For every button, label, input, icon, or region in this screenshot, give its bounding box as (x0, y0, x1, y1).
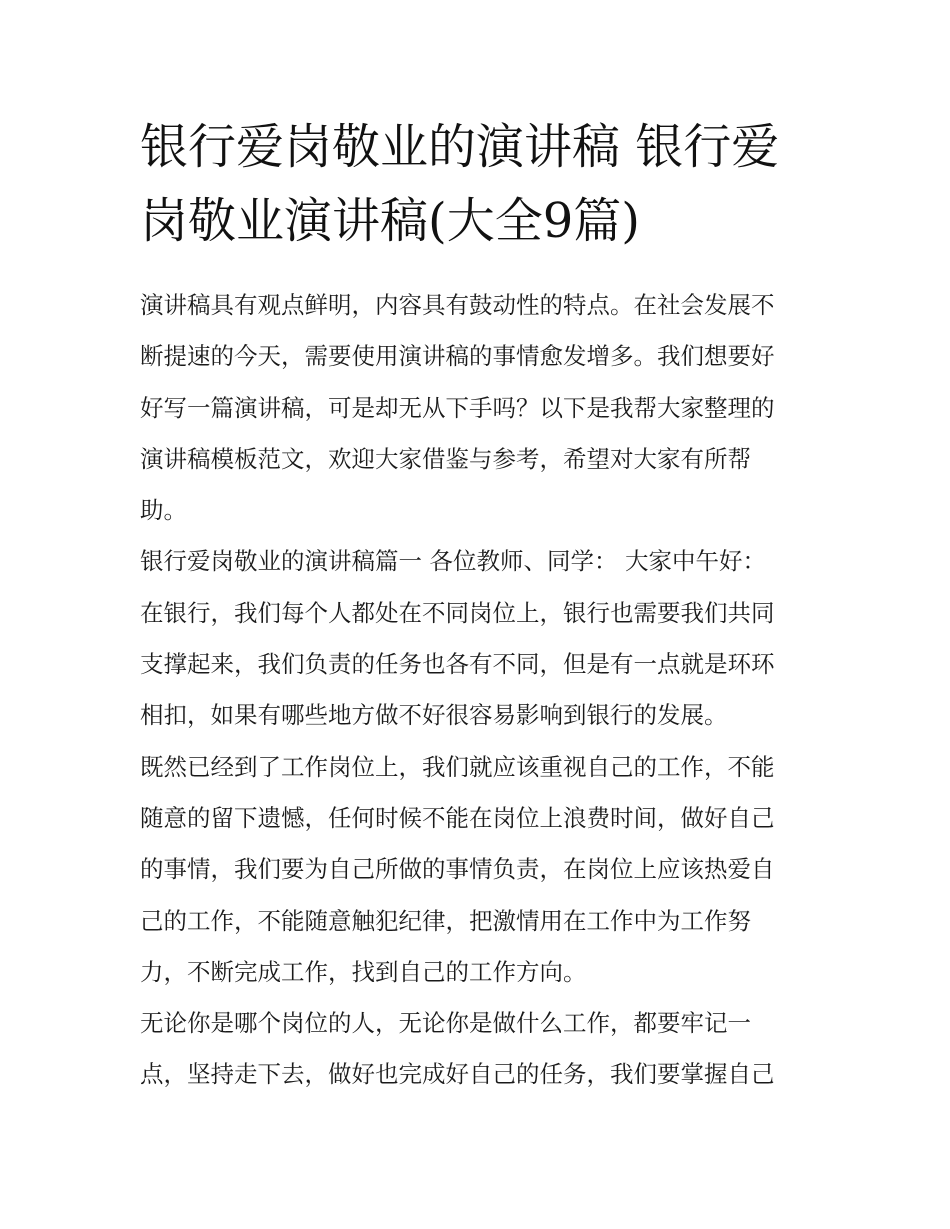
text-line: 好写一篇演讲稿，可是却无从下手吗？以下是我帮大家整理的 (140, 393, 775, 422)
text-line: 在银行，我们每个人都处在不同岗位上，银行也需要我们共同 (140, 598, 775, 627)
text-line: 助。 (140, 496, 187, 525)
paragraph-speech-one-opening (140, 536, 820, 741)
text-line: 既然已经到了工作岗位上，我们就应该重视自己的工作，不能 (140, 752, 775, 781)
text-line: 点，坚持走下去，做好也完成好自己的任务，我们要掌握自己 (140, 1060, 775, 1089)
document-body (140, 280, 820, 1101)
text-line: 己的工作，不能随意触犯纪律，把激情用在工作中为工作努 (140, 906, 751, 935)
text-line: 银行爱岗敬业的演讲稿篇一 各位教师、同学： 大家中午好： (140, 547, 766, 576)
text-line: 的事情，我们要为自己所做的事情负责，在岗位上应该热爱自 (140, 855, 775, 884)
text-line: 支撑起来，我们负责的任务也各有不同，但是有一点就是环环 (140, 650, 775, 679)
text-line: 断提速的今天，需要使用演讲稿的事情愈发增多。我们想要好 (140, 342, 775, 371)
paragraph-work-attitude (140, 742, 820, 998)
text-line: 演讲稿模板范文，欢迎大家借鉴与参考，希望对大家有所帮 (140, 444, 751, 473)
paragraph-intro (140, 280, 820, 536)
text-line: 力，不断完成工作，找到自己的工作方向。 (140, 957, 587, 986)
text-line: 演讲稿具有观点鲜明，内容具有鼓动性的特点。在社会发展不 (140, 291, 775, 319)
text-line: 随意的留下遗憾，任何时候不能在岗位上浪费时间，做好自己 (140, 803, 775, 832)
text-line: 无论你是哪个岗位的人，无论你是做什么工作，都要牢记一 (140, 1009, 751, 1038)
paragraph-persistence (140, 998, 820, 1101)
text-line: 相扣，如果有哪些地方做不好很容易影响到银行的发展。 (140, 701, 728, 730)
document-title: 银行爱岗敬业的演讲稿 银行爱岗敬业演讲稿(大全9篇) (140, 119, 780, 249)
